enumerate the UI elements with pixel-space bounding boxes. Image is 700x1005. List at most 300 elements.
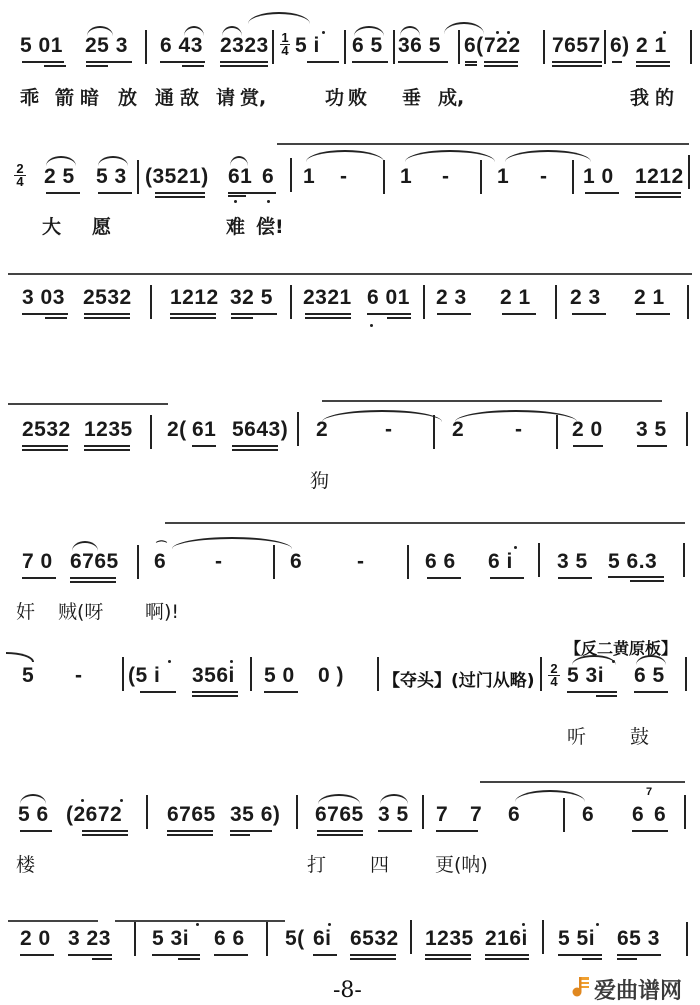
dash: -: [75, 664, 83, 687]
high-octave-dot: [612, 660, 615, 663]
bar-line: [383, 160, 385, 194]
note-group: 5 01: [20, 34, 63, 57]
note-group: 6 i: [488, 550, 513, 573]
high-octave-dot: [81, 799, 84, 802]
underline: [636, 65, 670, 67]
bar-line: [688, 155, 690, 189]
lyric: 贼(呀: [58, 601, 104, 623]
high-octave-dot: [196, 923, 199, 926]
underline: [86, 61, 132, 63]
underline: [398, 61, 448, 63]
phrase-line: [8, 403, 168, 405]
underline: [617, 954, 661, 956]
lyric: 暗: [80, 87, 100, 109]
slur: [318, 794, 360, 804]
underline: [82, 834, 128, 836]
lyric: 听: [567, 726, 587, 748]
underline: [567, 691, 617, 693]
dash: -: [540, 165, 548, 188]
phrase-line: [8, 273, 692, 275]
lyric: 败: [348, 87, 368, 109]
bar-line: [150, 285, 152, 319]
high-octave-dot: [663, 31, 666, 34]
note-group: 5 6.3: [608, 550, 658, 573]
note-group: 722: [484, 34, 521, 57]
note-group: 6 43: [160, 34, 203, 57]
time-signature: 2 4: [14, 163, 26, 188]
note-group: 6532: [350, 927, 399, 950]
note-group: (5 i: [128, 664, 161, 687]
slur: [400, 26, 420, 36]
watermark-text: 爱曲谱网: [594, 979, 683, 1004]
underline: [20, 830, 52, 832]
note-group: 6: [262, 165, 275, 188]
note-group: 3 5: [636, 418, 667, 441]
underline: [387, 317, 411, 319]
phrase-line: [8, 920, 98, 922]
time-signature: 1 4: [281, 30, 289, 58]
bar-line: [683, 543, 685, 577]
note-group: 2 5: [44, 165, 75, 188]
high-octave-dot: [120, 799, 123, 802]
note-group: 6 6: [214, 927, 245, 950]
high-octave-dot: [230, 660, 233, 663]
time-signature: 2 4: [548, 663, 560, 688]
note-group: 1235: [425, 927, 474, 950]
underline: [86, 65, 108, 67]
dash: -: [215, 550, 223, 573]
lyric: 放: [118, 87, 138, 109]
underline: [617, 958, 637, 960]
bar-line: [410, 920, 412, 954]
dash: -: [442, 165, 450, 188]
underline: [22, 445, 68, 447]
note-group: 3 03: [22, 286, 65, 309]
note: 6: [632, 803, 645, 826]
bar-line: [297, 412, 299, 446]
bar-line: [684, 795, 686, 829]
underline: [313, 954, 337, 956]
lyric: 请: [216, 87, 236, 109]
note-group: 7 0: [22, 550, 53, 573]
fermata-icon: ⌒: [156, 541, 167, 553]
note-group: 6 5: [352, 34, 383, 57]
bar-line: [296, 795, 298, 829]
bar-line: [290, 285, 292, 319]
section-label: 【反二黄原板】: [565, 639, 678, 658]
underline: [485, 954, 529, 956]
note-group: 2 1: [636, 34, 667, 57]
slur: [354, 26, 384, 36]
bar-line: [686, 922, 688, 956]
slur: [230, 156, 248, 166]
underline: [192, 691, 238, 693]
underline: [352, 61, 388, 63]
bar-line: [458, 30, 460, 64]
low-octave-dot: [370, 324, 373, 327]
slur: [20, 794, 46, 804]
underline: [82, 830, 128, 832]
note-group: 2(: [167, 418, 187, 441]
note-group: 0 ): [318, 664, 345, 687]
underline: [22, 577, 56, 579]
bar-line: [407, 545, 409, 579]
underline: [573, 445, 603, 447]
high-octave-dot: [322, 31, 325, 34]
underline: [45, 317, 67, 319]
slur: [46, 156, 76, 166]
slur: [380, 794, 408, 804]
underline: [20, 954, 54, 956]
high-octave-dot: [168, 660, 171, 663]
lyric: 啊)!: [145, 601, 180, 623]
underline: [70, 577, 116, 579]
note-group: 2532: [83, 286, 132, 309]
lyric: 难: [226, 216, 246, 238]
lyric: 打: [307, 854, 327, 876]
lyric: 功: [325, 87, 345, 109]
underline: [630, 580, 664, 582]
underline: [182, 65, 204, 67]
underline: [425, 954, 471, 956]
note-group: 61: [192, 418, 217, 441]
underline: [46, 192, 80, 194]
underline: [484, 61, 518, 63]
bar-line: [150, 415, 152, 449]
underline: [220, 65, 268, 67]
note-group: 356i: [192, 664, 235, 687]
underline: [437, 313, 471, 315]
note-group: 6765: [70, 550, 119, 573]
underline: [317, 834, 363, 836]
underline: [367, 313, 411, 315]
dash: -: [515, 418, 523, 441]
dash: -: [357, 550, 365, 573]
low-octave-dot: [234, 200, 237, 203]
lyric: 成,: [438, 87, 465, 109]
bar-line: [690, 30, 692, 64]
bar-line: [687, 285, 689, 319]
underline: [155, 192, 205, 194]
grace-note: 7: [646, 786, 653, 798]
note-group: 1 0: [583, 165, 614, 188]
bar-line: [542, 920, 544, 954]
note-group: (3521): [145, 165, 209, 188]
lyric: 更(呐): [435, 854, 488, 876]
underline: [167, 834, 213, 836]
note-group: 5(: [285, 927, 305, 950]
note-group: 5 3i: [567, 664, 605, 687]
note-group: 7657: [552, 34, 601, 57]
underline: [84, 445, 130, 447]
underline: [155, 196, 205, 198]
underline: [84, 449, 130, 451]
underline: [98, 192, 132, 194]
note-group: 6765: [315, 803, 364, 826]
bar-line: [137, 160, 139, 194]
underline: [596, 695, 617, 697]
lyric: 的: [655, 87, 675, 109]
note-group: 32 5: [230, 286, 273, 309]
lyric: 偿!: [256, 216, 284, 238]
note-group: 65 3: [617, 927, 660, 950]
underline: [436, 830, 478, 832]
note-group: 2 1: [500, 286, 531, 309]
bar-line: [273, 545, 275, 579]
note-group: 5 i: [295, 34, 320, 57]
dash: -: [385, 418, 393, 441]
lyric: 大: [42, 216, 62, 238]
bar-line: [538, 543, 540, 577]
bar-line: [686, 412, 688, 446]
underline: [22, 313, 68, 315]
underline: [230, 834, 250, 836]
slur: [222, 26, 242, 36]
underline: [552, 65, 602, 67]
note-group: 6 01: [367, 286, 410, 309]
bar-line: [572, 160, 574, 194]
underline: [635, 192, 681, 194]
high-octave-dot: [596, 923, 599, 926]
underline: [582, 958, 602, 960]
note: 1: [497, 165, 510, 188]
underline: [636, 61, 670, 63]
note-group: 6 5: [634, 664, 665, 687]
bar-line: [377, 657, 379, 691]
bar-line: [685, 657, 687, 691]
note-group: 1235: [84, 418, 133, 441]
underline: [92, 958, 112, 960]
underline: [465, 64, 477, 66]
underline: [635, 196, 681, 198]
note-group: 1212: [635, 165, 684, 188]
underline: [231, 313, 277, 315]
underline: [490, 577, 524, 579]
phrase-line: [115, 920, 285, 922]
underline: [192, 695, 238, 697]
underline: [220, 61, 268, 63]
note-group: 5 3: [96, 165, 127, 188]
high-octave-dot: [328, 923, 331, 926]
underline: [634, 691, 668, 693]
tie: [515, 790, 585, 802]
bar-line: [122, 657, 124, 691]
underline: [350, 954, 396, 956]
note-group: (2672: [66, 803, 123, 826]
note-group: 25 3: [85, 34, 128, 57]
note: 5: [22, 664, 35, 687]
lyric: 我: [630, 87, 650, 109]
underline: [228, 192, 276, 194]
underline: [350, 958, 396, 960]
slur: [248, 12, 310, 24]
lyric: 箭: [55, 87, 75, 109]
note-group: 6 6: [425, 550, 456, 573]
lyric: 奸: [16, 601, 36, 623]
note-group: 5 3i: [152, 927, 190, 950]
slur: [98, 156, 128, 166]
high-octave-dot: [496, 31, 499, 34]
underline: [22, 61, 64, 63]
note: 2: [452, 418, 465, 441]
underline: [485, 958, 529, 960]
note-group: 2 0: [20, 927, 51, 950]
underline: [230, 830, 272, 832]
underline: [84, 317, 130, 319]
underline: [170, 317, 216, 319]
bar-line: [250, 657, 252, 691]
slur: [72, 541, 98, 551]
note-group: 2323: [220, 34, 269, 57]
note-group: 3 5: [378, 803, 409, 826]
lyric: 楼: [16, 854, 36, 876]
phrase-line: [322, 400, 662, 402]
note-group: 36 5: [398, 34, 441, 57]
phrase-line: [480, 781, 685, 783]
bar-line: [423, 285, 425, 319]
bar-line: [146, 795, 148, 829]
tie: [322, 410, 442, 422]
phrase-line: [277, 143, 689, 145]
tie: [505, 150, 591, 162]
note-group: 5643): [232, 418, 289, 441]
music-note-icon: [572, 976, 590, 998]
bar-line: [563, 798, 565, 832]
note: 6: [290, 550, 303, 573]
note-group: 5 6: [18, 803, 49, 826]
underline: [427, 577, 461, 579]
underline: [307, 61, 339, 63]
bar-line: [134, 922, 136, 956]
underline: [152, 954, 200, 956]
note: 1: [400, 165, 413, 188]
note-group: 6(: [464, 34, 484, 57]
bar-line: [344, 30, 346, 64]
bar-line: [555, 285, 557, 319]
note: 6: [582, 803, 595, 826]
note-group: 2 3: [436, 286, 467, 309]
underline: [192, 445, 216, 447]
bar-line: [480, 160, 482, 194]
underline: [558, 954, 602, 956]
bar-line: [556, 415, 558, 449]
note: 2: [316, 418, 329, 441]
slur: [87, 26, 113, 36]
note-group: 2321: [303, 286, 352, 309]
underline: [552, 61, 602, 63]
note-group: 3 23: [68, 927, 111, 950]
underline: [167, 830, 213, 832]
bar-line: [137, 545, 139, 579]
underline: [632, 830, 668, 832]
note-group: 5 5i: [558, 927, 596, 950]
note-group: 6765: [167, 803, 216, 826]
underline: [70, 581, 116, 583]
slur: [184, 26, 204, 36]
note: 1: [303, 165, 316, 188]
underline: [228, 195, 246, 197]
note-group: 2 1: [634, 286, 665, 309]
bar-line: [422, 795, 424, 829]
underline: [44, 65, 66, 67]
lyric: 通: [155, 87, 175, 109]
underline: [305, 317, 351, 319]
underline: [22, 449, 68, 451]
note-group: 35 6): [230, 803, 281, 826]
page-number: -8-: [333, 978, 362, 1003]
note: 6: [654, 803, 667, 826]
underline: [178, 958, 200, 960]
lyric: 垂: [402, 87, 422, 109]
note-group: 5 0: [264, 664, 295, 687]
underline: [232, 445, 278, 447]
note: 7: [470, 803, 483, 826]
lyric: 四: [370, 854, 390, 876]
underline: [585, 192, 619, 194]
underline: [572, 313, 606, 315]
underline: [465, 61, 477, 63]
note-group: 6i: [313, 927, 332, 950]
underline: [637, 445, 667, 447]
note-group: 2 0: [572, 418, 603, 441]
bar-line: [290, 158, 292, 192]
underline: [84, 313, 130, 315]
underline: [636, 313, 670, 315]
note-group: 2532: [22, 418, 71, 441]
underline: [608, 576, 664, 578]
bar-line: [604, 30, 606, 64]
tie-continuation: [6, 652, 34, 662]
underline: [378, 830, 412, 832]
note-group: 6): [610, 34, 630, 57]
bar-line: [540, 657, 542, 691]
note: 6: [508, 803, 521, 826]
high-octave-dot: [514, 546, 517, 549]
underline: [170, 313, 216, 315]
bar-line: [266, 922, 268, 956]
low-octave-dot: [267, 200, 270, 203]
bar-line: [393, 30, 395, 64]
underline: [68, 954, 112, 956]
bar-line: [433, 415, 435, 449]
underline: [305, 313, 351, 315]
phrase-line: [165, 522, 685, 524]
underline: [558, 577, 592, 579]
percussion-label: 【夺头】(过门从略): [383, 671, 535, 691]
lyric: 敌: [180, 87, 200, 109]
lyric: 狗: [310, 470, 330, 492]
note-group: 2 3: [570, 286, 601, 309]
underline: [214, 954, 248, 956]
high-octave-dot: [522, 923, 525, 926]
note-group: 61: [228, 165, 253, 188]
underline: [484, 65, 518, 67]
note-group: 3 5: [557, 550, 588, 573]
lyric: 愿: [92, 216, 112, 238]
lyric: 鼓: [630, 726, 650, 748]
underline: [232, 449, 278, 451]
lyric: 赏,: [240, 87, 267, 109]
bar-line: [272, 30, 274, 64]
slur: [444, 22, 484, 34]
high-octave-dot: [507, 31, 510, 34]
note-group: 1212: [170, 286, 219, 309]
underline: [317, 830, 363, 832]
note: 6: [154, 550, 167, 573]
bar-line: [145, 30, 147, 64]
underline: [160, 61, 205, 63]
underline: [264, 691, 298, 693]
